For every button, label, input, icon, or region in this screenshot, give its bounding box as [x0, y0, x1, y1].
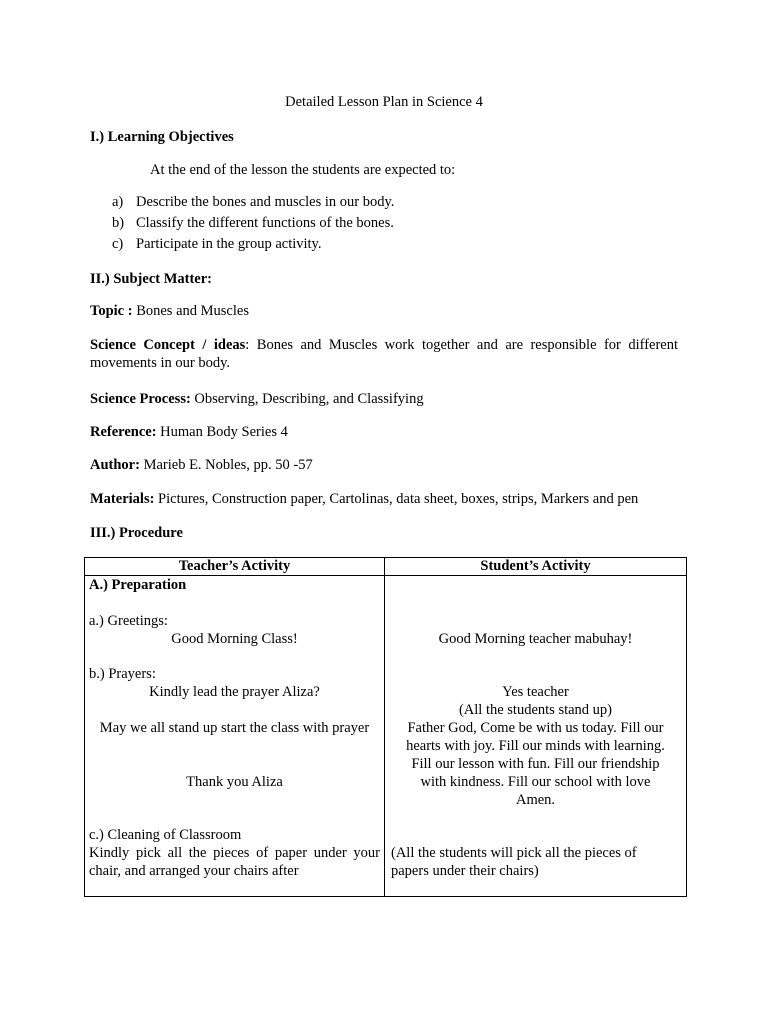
author-line: [90, 456, 313, 474]
prayer-amen: Amen.: [515, 792, 556, 808]
prayers-label: b.) Prayers:: [89, 666, 156, 682]
objective-text: Participate in the group activity.: [136, 236, 322, 252]
objective-item: [112, 234, 394, 255]
science-process-value: Observing, Describing, and Classifying: [190, 391, 424, 407]
objectives-list: [112, 192, 394, 255]
author-value: Marieb E. Nobles, pp. 50 -57: [139, 457, 313, 473]
reference-line: [90, 423, 288, 441]
section-subject-matter-heading: II.) Subject Matter:: [90, 271, 213, 287]
objective-marker: b): [112, 215, 125, 231]
student-activity-header: Student’s Activity: [385, 558, 687, 576]
materials-label: Materials:: [90, 491, 155, 507]
section-learning-objectives-heading: I.) Learning Objectives: [90, 129, 234, 145]
cleaning-reply: (All the students will pick all the pieces of papers under their chairs): [391, 845, 637, 879]
topic-line: [90, 302, 249, 320]
prayers-line-2: May we all stand up start the class with prayer: [99, 720, 370, 736]
science-concept-paragraph: [90, 336, 678, 372]
science-concept-label: Science Concept / ideas: [90, 337, 246, 353]
objective-text: Describe the bones and muscles in our body.: [136, 194, 395, 210]
table-header-row: [85, 558, 687, 576]
greetings-label: a.) Greetings:: [89, 613, 168, 629]
prayers-line-3: Thank you Aliza: [186, 774, 283, 790]
procedure-table: [84, 557, 687, 897]
science-process-line: [90, 390, 424, 408]
cleaning-text: Kindly pick all the pieces of paper under your chair, and arranged your chairs after: [89, 845, 380, 879]
objective-marker: c): [112, 236, 124, 252]
science-process-label: Science Process:: [90, 391, 191, 407]
prayer-text: Father God, Come be with us today. Fill our hearts with joy. Fill our minds with learning. Fill our lesson with fun. Fill our friendship with kindness. Fill our school with love: [406, 720, 665, 790]
prayer-reply-1: Yes teacher: [502, 684, 569, 700]
greetings-line: Good Morning Class!: [171, 631, 298, 647]
materials-value: Pictures, Construction paper, Cartolinas, data sheet, boxes, strips, Markers and pen: [154, 491, 639, 507]
objective-item: [112, 213, 394, 234]
objective-text: Classify the different functions of the bones.: [136, 215, 394, 231]
document-title: Detailed Lesson Plan in Science 4: [285, 94, 483, 110]
science-concept-value: : Bones and Muscles work together and are responsible for different movements in our body.: [90, 337, 679, 371]
topic-label: Topic :: [90, 303, 133, 319]
cleaning-label: c.) Cleaning of Classroom: [89, 827, 242, 843]
preparation-heading: A.) Preparation: [89, 577, 187, 593]
student-activity-cell: [385, 576, 687, 897]
materials-line: [90, 490, 638, 508]
topic-value: Bones and Muscles: [132, 303, 249, 319]
objective-marker: a): [112, 194, 124, 210]
prayer-reply-2: (All the students stand up): [458, 702, 613, 718]
greetings-reply: Good Morning teacher mabuhay!: [438, 631, 633, 647]
section-procedure-heading: III.) Procedure: [90, 525, 183, 541]
table-row: [85, 576, 687, 897]
objectives-intro: At the end of the lesson the students are expected to:: [150, 162, 456, 178]
author-label: Author:: [90, 457, 140, 473]
reference-label: Reference:: [90, 424, 157, 440]
teacher-activity-cell: [85, 576, 385, 897]
prayers-line-1: Kindly lead the prayer Aliza?: [149, 684, 320, 700]
objective-item: [112, 192, 394, 213]
reference-value: Human Body Series 4: [156, 424, 288, 440]
teacher-activity-header: Teacher’s Activity: [85, 558, 385, 576]
